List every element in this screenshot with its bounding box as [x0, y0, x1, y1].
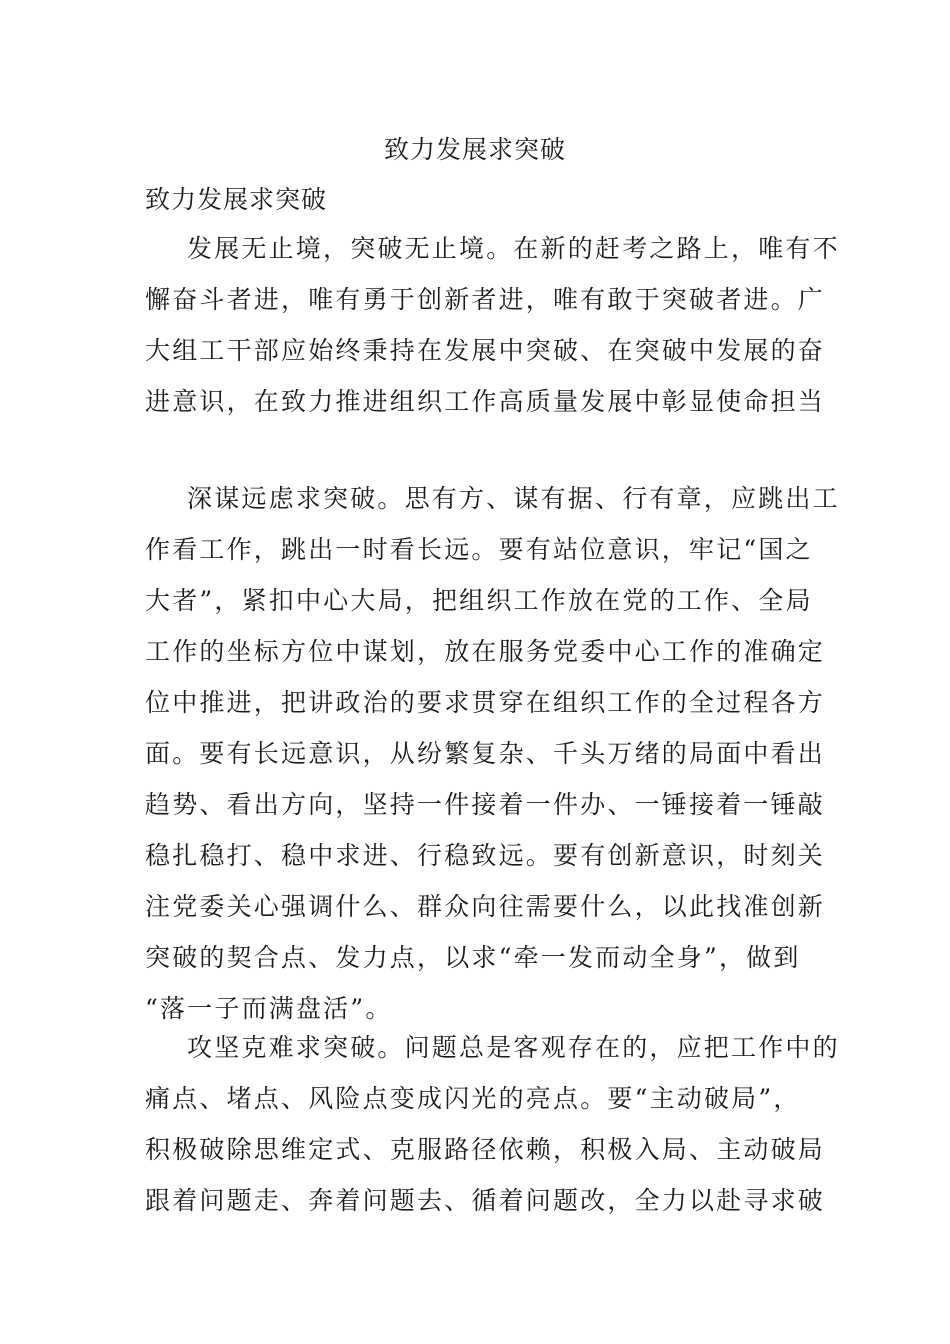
paragraph-3: [145, 1022, 840, 1226]
paragraph-line: 作看工作，跳出一时看长远。要有站位意识，牢记“国之: [145, 535, 813, 564]
paragraph-line: 工作的坐标方位中谋划，放在服务党委中心工作的准确定: [145, 637, 826, 666]
paragraph-line: 跟着问题走、奔着问题去、循着问题改，全力以赴寻求破: [145, 1186, 826, 1215]
paragraph-line: 进意识，在致力推进组织工作高质量发展中彰显使命担当: [145, 387, 826, 416]
paragraph-line: 稳扎稳打、稳中求进、行稳致远。要有创新意识，时刻关: [145, 841, 826, 870]
paragraph-line: “落一子而满盘活”。: [145, 994, 393, 1023]
paragraph-1: [145, 223, 840, 427]
paragraph-line: 攻坚克难求突破。问题总是客观存在的，应把工作中的: [187, 1033, 840, 1062]
paragraph-line: 积极破除思维定式、克服路径依赖，积极入局、主动破局: [145, 1135, 826, 1164]
paragraph-line: 发展无止境，突破无止境。在新的赶考之路上，唯有不: [187, 234, 840, 263]
paragraph-line: 位中推进，把讲政治的要求贯穿在组织工作的全过程各方: [145, 688, 826, 717]
paragraph-line: 趋势、看出方向，坚持一件接着一件办、一锤接着一锤敲: [145, 790, 826, 819]
paragraph-line: 大组工干部应始终秉持在发展中突破、在突破中发展的奋: [145, 336, 826, 365]
paragraph-line: 突破的契合点、发力点，以求“牵一发而动全身”，做到: [145, 943, 801, 972]
paragraph-line: 面。要有长远意识，从纷繁复杂、千头万绪的局面中看出: [145, 739, 826, 768]
page-title: 致力发展求突破: [383, 135, 566, 164]
paragraph-line: 大者”，紧扣中心大局，把组织工作放在党的工作、全局: [145, 586, 813, 615]
paragraph-line: 注党委关心强调什么、群众向往需要什么，以此找准创新: [145, 892, 826, 921]
paragraph-line: 痛点、堵点、风险点变成闪光的亮点。要“主动破局”，: [145, 1084, 801, 1113]
section-heading: 致力发展求突破: [145, 185, 328, 214]
paragraph-2: [145, 473, 840, 1034]
paragraph-line: 深谋远虑求突破。思有方、谋有据、行有章，应跳出工: [187, 484, 840, 513]
paragraph-line: 懈奋斗者进，唯有勇于创新者进，唯有敢于突破者进。广: [145, 285, 826, 314]
